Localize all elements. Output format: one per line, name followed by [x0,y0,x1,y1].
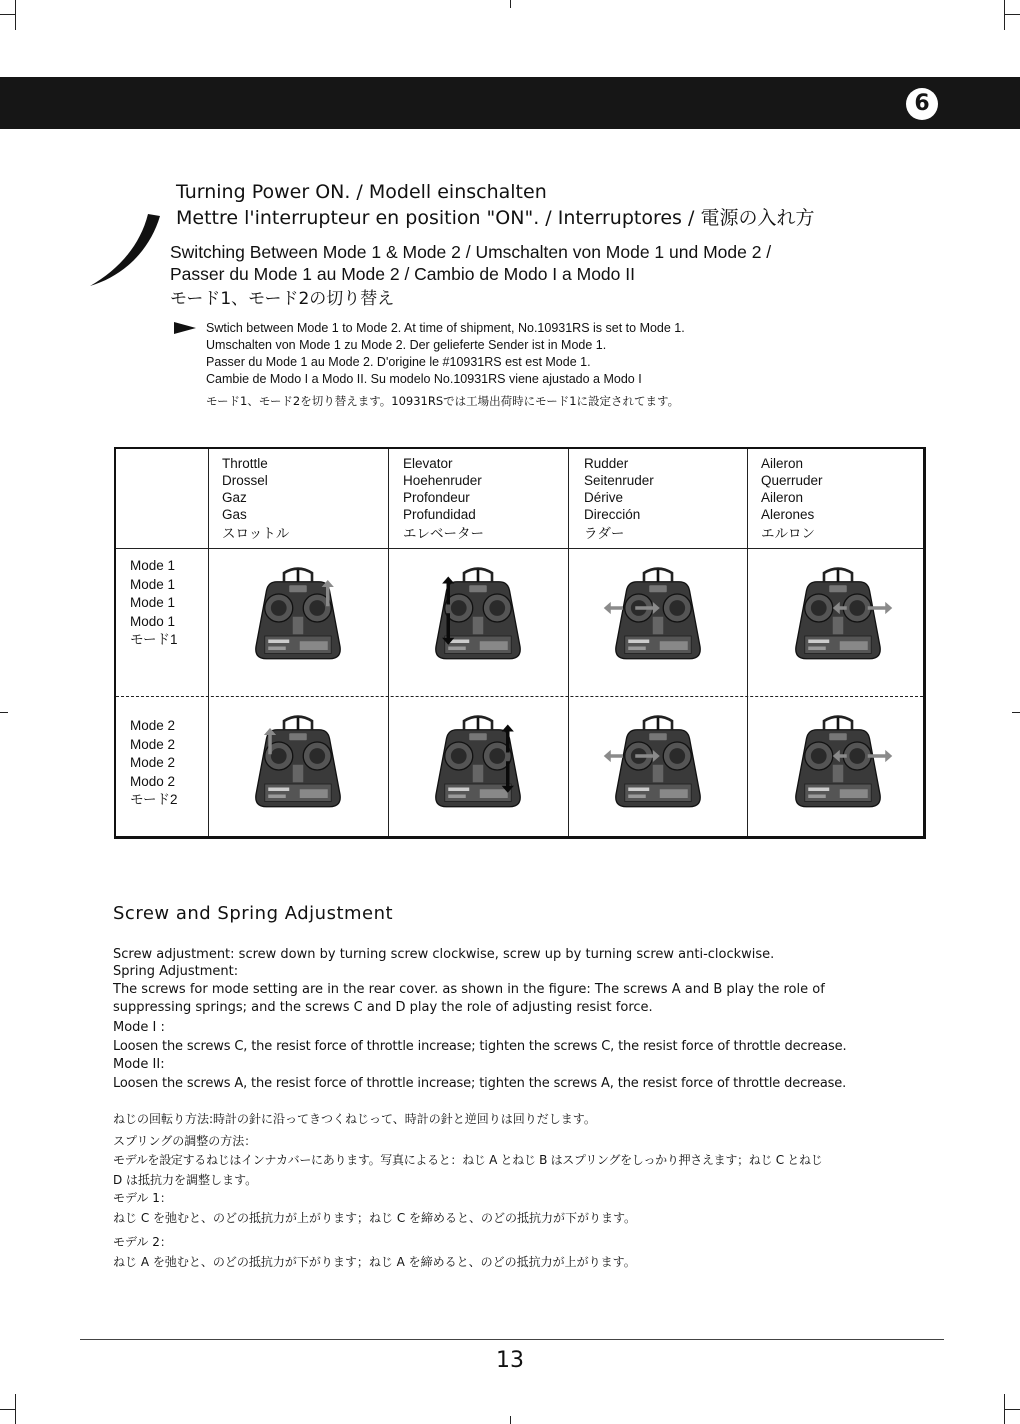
paragraph-line: Screw adjustment: screw down by turning screw clockwise, screw up by turning screw anti-clockwise. [113,947,775,962]
title-line-1: Turning Power ON. / Modell einschalten [176,181,547,203]
jp-line: D は抵抗力を調整します。 [113,1173,258,1187]
paragraph-line: suppressing springs; and the screws C and D play the role of adjusting resist force. [113,1000,653,1015]
crop-mark [510,0,511,8]
mode-1-label: Mode 1 Mode 1 Mode 1 Modo 1 モード1 [130,558,178,647]
transmitter-image [422,707,534,819]
pointer-arrow-icon [174,322,196,334]
crop-mark [0,712,8,713]
note-line: Passer du Mode 1 au Mode 2. D'origine le #10931RS est est Mode 1. [206,355,591,369]
jp-line: ねじ A を弛むと、のどの抵抗力が下がります；ねじ A を締めると、のどの抵抗力が上がります。 [113,1255,636,1269]
paragraph-line: Mode I : [113,1020,165,1035]
paragraph-line: The screws for mode setting are in the rear cover. as shown in the figure: The screws A and B play the role of [113,982,825,997]
jp-line: モデル 1： [113,1191,172,1205]
header-rudder: Rudder Seitenruder Dérive Dirección ラダー [584,456,654,541]
transmitter-image [242,559,354,671]
header-aileron: Aileron Querruder Aileron Alerones エルロン [761,456,823,541]
swoosh-icon [88,210,168,290]
crop-mark [1004,14,1020,15]
mode-table [114,447,926,839]
paragraph-line: Mode II: [113,1057,165,1072]
jp-line: モデルを設定するねじはインナカバーにあります。写真によると：ねじ A とねじ B はスプリングをしっかり押さえます；ねじ C とねじ [113,1153,823,1167]
crop-mark [1012,712,1020,713]
paragraph-line: Loosen the screws C, the resist force of throttle increase; tighten the screws C, the resist force of throttle decrease. [113,1039,847,1054]
footer-rule [80,1339,944,1340]
crop-mark [1004,0,1005,30]
jp-line: スプリングの調整の方法： [113,1134,257,1148]
page-badge: 6 [906,88,938,120]
subtitle-line-3: モード1、モード2の切り替え [170,289,395,309]
jp-line: ねじの回転り方法:時計の針に沿ってきつくねじって、時計の針と逆回りは回りだします。 [113,1112,596,1126]
transmitter-image [602,707,714,819]
crop-mark [510,1416,511,1424]
transmitter-image [602,559,714,671]
crop-mark [0,1409,15,1410]
jp-line: モデル 2： [113,1235,172,1249]
transmitter-image [782,707,894,819]
section-heading: Screw and Spring Adjustment [113,903,394,924]
header-throttle: Throttle Drossel Gaz Gas スロットル [222,456,290,541]
note-line: モード1、モード2を切り替えます。10931RSでは工場出荷時にモード1に設定されてます。 [206,394,680,408]
crop-mark [1004,1409,1020,1410]
crop-mark [1004,1394,1005,1424]
mode-2-label: Mode 2 Mode 2 Mode 2 Modo 2 モード2 [130,718,178,807]
subtitle-line-1: Switching Between Mode 1 & Mode 2 / Umschalten von Mode 1 und Mode 2 / [170,242,772,262]
title-line-2: Mettre l'interrupteur en position "ON". / Interruptores / 電源の入れ方 [176,207,815,229]
note-line: Cambie de Modo I a Modo II. Su modelo No.10931RS viene ajustado a Modo I [206,372,642,386]
page-number: 13 [496,1348,524,1373]
transmitter-image [242,707,354,819]
jp-line: ねじ C を弛むと、のどの抵抗力が上がります；ねじ C を締めると、のどの抵抗力が下がります。 [113,1211,637,1225]
transmitter-image [782,559,894,671]
crop-mark [15,0,16,30]
note-line: Swtich between Mode 1 to Mode 2. At time of shipment, No.10931RS is set to Mode 1. [206,321,685,335]
paragraph-line: Loosen the screws A, the resist force of throttle increase; tighten the screws A, the resist force of throttle decrease. [113,1076,847,1091]
crop-mark [0,14,15,15]
transmitter-image [422,559,534,671]
subtitle-line-2: Passer du Mode 1 au Mode 2 / Cambio de Modo I a Modo II [170,264,635,284]
crop-mark [15,1394,16,1424]
paragraph-line: Spring Adjustment: [113,964,239,979]
header-elevator: Elevator Hoehenruder Profondeur Profundidad エレベーター [403,456,484,541]
header-bar [0,77,1020,129]
note-line: Umschalten von Mode 1 zu Mode 2. Der gelieferte Sender ist in Mode 1. [206,338,607,352]
